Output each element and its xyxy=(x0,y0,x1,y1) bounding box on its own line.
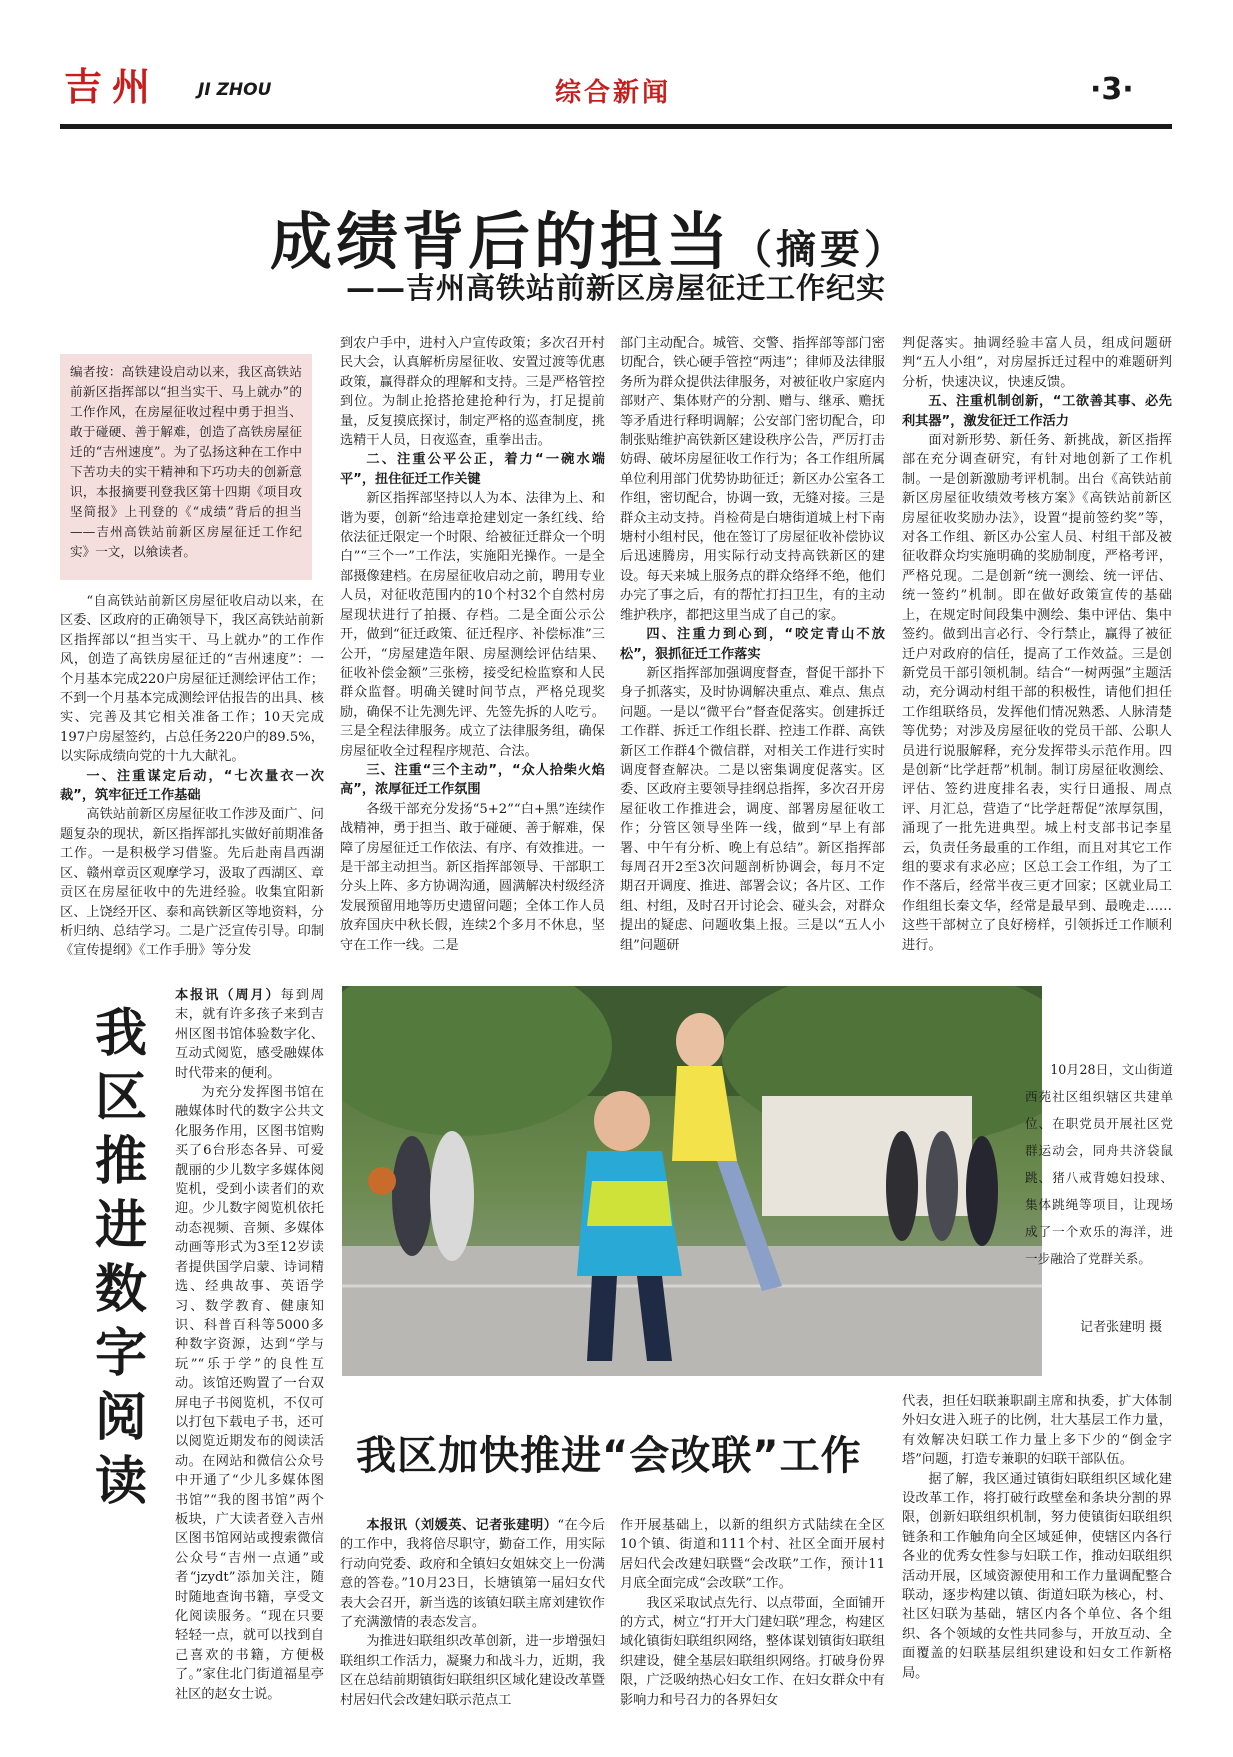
article3-column-2 xyxy=(620,1516,885,1710)
article1-column-4 xyxy=(902,334,1172,955)
page-number: ·3· xyxy=(1090,72,1134,107)
article1-subtitle: ——吉州高铁站前新区房屋征迁工作纪实 xyxy=(346,271,887,305)
article2-lead: 每到周末，就有许多孩子来到吉州区图书馆体验数字化、互动式阅览，感受融媒体时代带来的便利。 xyxy=(175,988,325,1081)
photo-credit: 记者张建明 摄 xyxy=(1080,1320,1163,1335)
article1-section-heading: 五、注重机制创新，“工欲善其事、必先利其器”，激发征迁工作活力 xyxy=(902,394,1172,429)
article1-section-heading: 四、注重力到心到，“咬定青山不放松”，狠抓征迁工作落实 xyxy=(620,627,885,662)
article1-title: 成绩背后的担当 xyxy=(270,205,733,278)
article3-paragraph xyxy=(340,1516,605,1632)
article2-paragraph xyxy=(60,986,324,1083)
article1-paragraph: 新区指挥部加强调度督查，督促干部扑下身子抓落实，及时协调解决重点、难点、焦点问题。一是以“微平台”督查促落实。创建拆迁工作群、拆迁工作组长群、控违工作群、高铁新区工作群4个微信群，对相关工作进行实时调度督查解决。二是以密集调度促落实。区委、区政府主要领导挂纲总指挥，多次召开房屋征收工作推进会，调度、部署房屋征收工作；分管区领导坐阵一线，做到“早上有部署、中午有分析、晚上有总结”。新区指挥部每周召开2至3次问题剖析协调会，每月不定期召开调度、推进、部署会议；各片区、工作组、村组，及时召开讨论会、碰头会，对群众提出的疑虑、问题收集上报。三是以“五人小组”问题研 xyxy=(620,665,885,953)
article1-column-3 xyxy=(620,334,885,955)
article1-paragraph: 面对新形势、新任务、新挑战，新区指挥部在充分调查研究，有针对地创新了工作机制。一是创新激励考评机制。出台《高铁站前新区房屋征收绩效考核方案》《高铁站前新区房屋征收奖励办法》，设置“提前签约奖”等，对各工作组、新区办公室人员、村组干部及被征收群众均实施明确的奖励制度，严格考评，严格兑现。二是创新“统一测绘、统一评估、统一签约”机制。即在做好政策宣传的基础上，在规定时间段集中测绘、集中评估、集中签约。做到出言必行、令行禁止，赢得了被征迁户对政府的信任，提高了工作效益。三是创新党员干部引领机制。结合“一树两强”主题活动，充分调动村组干部的积极性，请他们担任工作组联络员，发挥他们情况熟悉、人脉清楚等优势；对涉及房屋征收的党员干部、公职人员进行说服解释，充分发挥带头示范作用。四是创新“比学赶帮”机制。制订房屋征收测绘、评估、签约进度排名表，实行日通报、周点评、月汇总，营造了“比学赶帮促”浓厚氛围，涌现了一批先进典型。城上村支部书记李星云，负责任务最重的工作组，而且对其它工作组的要求有求必应；区总工会工作组，为了工作不落后，经常半夜三更才回家；区就业局工作组组长秦文华，经常是最早到、最晚走……这些干部树立了良好榜样，引领拆迁工作顺利进行。 xyxy=(902,433,1172,953)
article3-paragraph: 我区采取试点先行、以点带面，全面铺开的方式，树立“打开大门建妇联”理念，构建区域化镇街妇联组织网络，整体谋划镇街妇联组织建设，健全基层妇联组织网络。打破身份界限，广泛吸纳热心妇女工作、在妇女群众中有影响力和号召力的各界妇女 xyxy=(620,1595,885,1708)
article2-paragraph: 为充分发挥图书馆在融媒体时代的数字公共文化服务作用，区图书馆购买了6台形态各异、可爱靓丽的少儿数字多媒体阅览机，受到小读者们的欢迎。少儿数字阅览机依托动态视频、音频、多媒体动画等形式为3至12岁读者提供国学启蒙、诗词精选、经典故事、英语学习、数学教育、健康知识、科普百科等5000多种数字资源，达到“学与玩”“乐于学”的良性互动。该馆还购置了一台双屏电子书阅览机，不仅可以打包下载电子书，还可以阅览近期发布的阅读活动。在网站和微信公众号中开通了“少儿多媒体图书馆”“我的图书馆”两个板块，广大读者登入吉州区图书馆网站或搜索微信公众号“吉州一点通”或者“jzydt”添加关注，随时随地查询书籍，享受文化阅读服务。“现在只要轻轻一点，就可以找到自己喜欢的书籍，方便极了。”家住北门街道福星亭社区的赵女士说。 xyxy=(175,1085,324,1702)
article2-title: 我区推进数字阅读 xyxy=(94,1004,147,1512)
article1-column-1 xyxy=(60,592,324,961)
section-title: 综合新闻 xyxy=(555,78,672,108)
article1-paragraph: 高铁站前新区房屋征收工作涉及面广、问题复杂的现状，新区指挥部扎实做好前期准备工作。一是积极学习借鉴。先后赴南昌西湖区、赣州章贡区观摩学习，汲取了西湖区、章贡区在房屋征收中的先进经验。收集宜阳新区、上饶经开区、泰和高铁新区等地资料，分析归纳、总结学习。二是广泛宣传引导。印制《宣传提纲》《工作手册》等分发 xyxy=(60,807,324,959)
article3-paragraph: 代表，担任妇联兼职副主席和执委，扩大体制外妇女进入班子的比例，壮大基层工作力量，有效解决妇联工作力量上多下少的“倒金字塔”问题，打造专兼职的妇联干部队伍。 xyxy=(902,1394,1172,1468)
article3-paragraph: 为推进妇联组织改革创新，进一步增强妇联组织工作活力，凝聚力和战斗力，近期，我区在总结前期镇街妇联组织区域化建设改革暨村居妇代会改建妇联示范点工 xyxy=(340,1634,605,1708)
article1-paragraph: 判促落实。抽调经验丰富人员，组成问题研判“五人小组”，对房屋拆迁过程中的难题研判分析，快速决议，快速反馈。 xyxy=(902,336,1172,390)
header-rule xyxy=(60,124,1172,129)
article1-paragraph: 新区指挥部坚持以人为本、法律为上、和谐为要，创新“给违章抢建划定一条红线、给依法征迁限定一个时限、给被征迁群众一个明白”“三个一”工作法，实施阳光操作。一是全部摄像建档。在房屋征收启动之前，聘用专业人员，对征收范围内的10个村32个自然村房屋现状进行了拍摄、存档。二是全面公示公开，做到“征迁政策、征迁程序、补偿标准”三公开，“房屋建造年限、房屋测绘评估结果、征收补偿金额”三张榜，接受纪检监察和人民群众监督。明确关键时间节点，严格兑现奖励，确保不让先测先评、先签先拆的人吃亏。三是全程法律服务。成立了法律服务组，确保房屋征收全过程程序规范、合法。 xyxy=(340,491,605,759)
article1-paragraph: 部门主动配合。城管、交警、指挥部等部门密切配合，铁心硬手管控“两违”；律师及法律服务所为群众提供法律服务，对被征收户家庭内部财产、集体财产的分割、赠与、继承、赡抚等矛盾进行释明调解；公安部门密切配合，印制张贴维护高铁新区建设秩序公告，严厉打击妨碍、破坏房屋征收工作行为；各工作组所属单位利用部门优势协助征迁；新区办公室各工作组，密切配合，协调一致，无缝对接。三是群众主动支持。肖检荷是白塘街道城上村下南塘村小组村民，他在签订了房屋征收补偿协议后迅速腾房，用实际行动支持高铁新区的建设。每天来城上服务点的群众络绎不绝，他们办完了事之后，有的帮忙打扫卫生，有的主动维护秩序，都把这里当成了自己的家。 xyxy=(620,336,885,623)
article1-section-heading: 三、注重“三个主动”，“众人拾柴火焰高”，浓厚征迁工作氛围 xyxy=(340,762,605,798)
news-photo xyxy=(342,986,1042,1376)
article2-byline: 本报讯（周月） xyxy=(175,988,281,1003)
article3-paragraph: 据了解，我区通过镇街妇联组织区域化建设改革工作，将打破行政壁垒和条块分割的界限，创新妇联组织机制，努力使镇街妇联组织链条和工作触角向全区域延伸，使辖区内各行各业的优秀女性参与妇联工作，推动妇联组织活动开展，区域资源使用和工作力量调配整合联动，逐步构建以镇、街道妇联为核心，村、社区妇联为基础，辖区内各个单位、各个组织、各个领域的女性共同参与，开放互动、全面覆盖的妇联基层组织建设和妇女工作新格局。 xyxy=(902,1471,1172,1681)
article1-section-heading: 二、注重公平公正，着力“一碗水端平”，扭住征迁工作关键 xyxy=(340,452,605,487)
article2-body xyxy=(60,986,324,1704)
article3-lead: “在今后的工作中，我将倍尽职守，勤奋工作，用实际行动向党委、政府和全镇妇女姐妹交上一份满意的答卷。”10月23日，长塘镇第一届妇女代表大会召开，新当选的该镇妇联主席刘建钦作了充满激情的表态发言。 xyxy=(340,1518,606,1631)
article1-section-heading: 一、注重谋定后动，“七次量衣一次裁”，筑牢征迁工作基础 xyxy=(60,768,324,804)
article3-column-3 xyxy=(902,1392,1172,1683)
article3-paragraph: 作开展基础上，以新的组织方式陆续在全区10个镇、街道和111个村、社区全面开展村居妇代会改建妇联暨“会改联”工作，预计11月底全面完成“会改联”工作。 xyxy=(620,1518,885,1592)
photo-illustration xyxy=(342,986,1042,1376)
article1-paragraph: “自高铁站前新区房屋征收启动以来，在区委、区政府的正确领导下，我区高铁站前新区指挥部以“担当实干、马上就办”的工作作风，创造了高铁房屋征迁的“吉州速度”：一个月基本完成220户房屋征迁测绘评估工作；不到一个月基本完成测绘评估报告的出具、核实、完善及其它相关准备工作；10天完成197户房屋签约，占总任务220户的89.5%，以实际成绩向党的十九大献礼。 xyxy=(60,594,324,765)
article3-column-1 xyxy=(340,1516,605,1710)
photo-caption: 10月28日，文山街道西苑社区组织辖区共建单位、在职党员开展社区党群运动会，同舟共济袋鼠跳、猪八戒背媳妇投球、集体跳绳等项目，让现场成了一个欢乐的海洋，进一步融洽了党群关系。 xyxy=(1025,1062,1173,1266)
masthead-pinyin: JI ZHOU xyxy=(198,80,272,100)
article3-title: 我区加快推进“会改联”工作 xyxy=(356,1433,862,1479)
article3-byline: 本报讯（刘媛英、记者张建明） xyxy=(366,1518,558,1533)
masthead-logo: 吉州 xyxy=(64,64,161,109)
article1-title-suffix: （摘要） xyxy=(732,227,909,273)
article1-column-2 xyxy=(340,334,605,955)
article1-paragraph: 到农户手中，进村入户宣传政策；多次召开村民大会，认真解析房屋征收、安置过渡等优惠政策，赢得群众的理解和支持。三是严格管控到位。为制止抢搭抢建抢种行为，打足提前量，反复摸底探讨，制定严格的巡查制度，挑选精干人员，日夜巡查，重拳出击。 xyxy=(340,336,605,449)
article1-paragraph: 各级干部充分发扬“5+2”“白+黑”连续作战精神，勇于担当、敢于碰硬、善于解难，保障了房屋征迁工作依法、有序、有效推进。一是干部主动担当。新区指挥部领导、干部职工分头上阵、多方协调沟通，圆满解决村级经济发展预留用地等历史遗留问题；全体工作人员放弃国庆中秋长假，连续2个多月不休息，坚守在工作一线。二是 xyxy=(340,801,605,953)
editor-note: 编者按：高铁建设启动以来，我区高铁站前新区指挥部以“担当实干、马上就办”的工作作风，在房屋征收过程中勇于担当、敢于碰硬、善于解难，创造了高铁房屋征迁的“吉州速度”。为了弘扬这种在工作中下苦功夫的实干精神和下巧功夫的创新意识，本报摘要刊登我区第十四期《项目攻坚简报》上刊登的《“成绩”背后的担当——吉州高铁站前新区房屋征迁工作纪实》一文，以飨读者。 xyxy=(60,354,312,580)
